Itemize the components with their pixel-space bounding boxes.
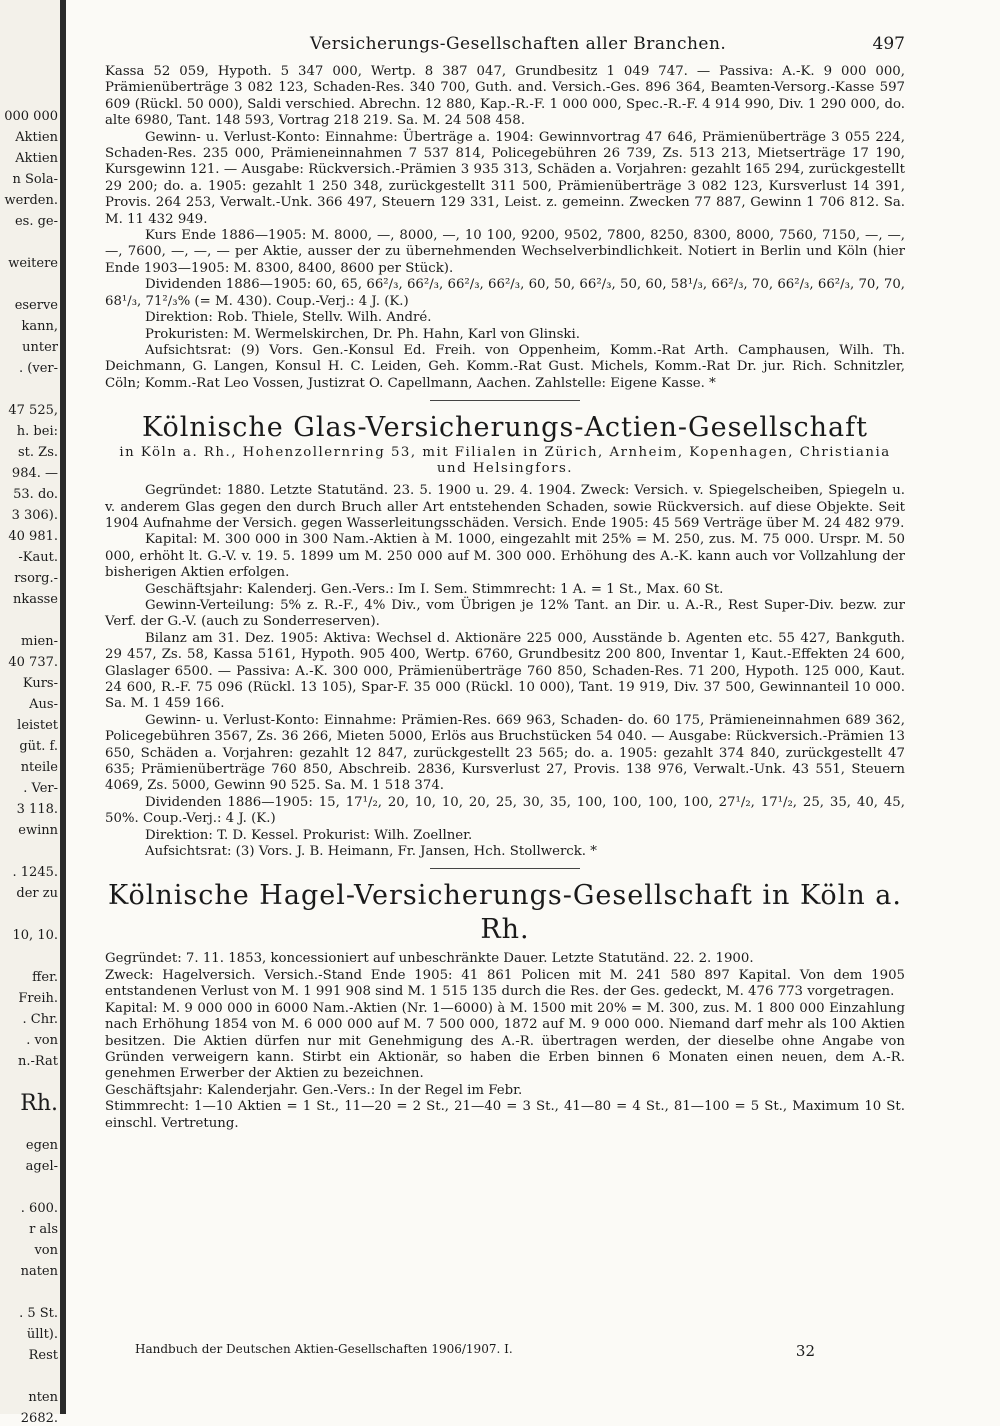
binding-edge	[60, 0, 66, 1414]
section-2-body	[105, 483, 905, 860]
paragraph: Geschäftsjahr: Kalenderjahr. Gen.-Vers.: In der Regel im Febr.	[105, 1082, 523, 1098]
section-2-title: Kölnische Glas-Versicherungs-Actien-Gesellschaft	[142, 412, 868, 444]
gutter-fragment: 3 118.	[16, 802, 58, 817]
paragraph: Gewinn- u. Verlust-Konto: Einnahme: Überträge a. 1904: Gewinnvortrag 47 646, Prämienüberträge 3 055 224, Schaden-Res. 235 000, Prämieneinnahmen 7 537 814, Policegebühren 26 739, Zs. 513 213, Mietserträge 17 190, Kursgewinn 121. — Ausgabe: Rückversich.-Prämien 3 935 313, Schäden a. Vorjahren: gezahlt 165 294, zurückgestellt 29 200; do. a. 1905: gezahlt 1 250 348, zurückgestellt 311 500, Prämienüberträge 3 082 123, Kursverlust 14 391, Provis. 264 253, Verwalt.-Unk. 366 497, Steuern 129 331, Leist. z. gemeinn. Zwecken 77 887, Gewinn 1 706 812. Sa. M. 11 432 949.	[105, 129, 905, 227]
gutter-fragment: der zu	[16, 886, 58, 901]
paragraph: Dividenden 1886—1905: 15, 17¹/₂, 20, 10, 10, 20, 25, 30, 35, 100, 100, 100, 100, 27¹/₂, 17¹/₂, 25, 35, 40, 45, 50%. Coup.-Verj.: 4 J. (K.)	[105, 794, 905, 827]
gutter-fragment: nkasse	[12, 592, 58, 607]
gutter-fragment: . Chr.	[22, 1012, 58, 1027]
gutter-fragment: nteile	[20, 760, 58, 775]
gutter-fragment: 2682.	[20, 1411, 58, 1426]
gutter-fragment: Aus-	[29, 697, 58, 712]
paragraph: Direktion: T. D. Kessel. Prokurist: Wilh. Zoellner.	[145, 827, 473, 843]
paragraph: Zweck: Hagelversich. Versich.-Stand Ende 1905: 41 861 Policen mit M. 241 580 897 Kapital. Von dem 1905 entstandenen Verlust von M. 1 991 908 sind M. 1 515 135 durch die Res. der Ges. gedeckt, M. 476 773 vorgetragen.	[105, 967, 905, 1000]
footer-text: Handbuch der Deutschen Aktien-Gesellschaften 1906/1907. I.	[135, 1342, 513, 1356]
page-number: 497	[872, 34, 905, 54]
gutter-fragment: rsorg.-	[14, 571, 58, 586]
gutter-fragment: n Sola-	[12, 172, 58, 187]
gutter-fragment: es. ge-	[14, 214, 58, 229]
gutter-fragment: kann,	[21, 319, 58, 334]
gutter-fragment: st. Zs.	[18, 445, 58, 460]
gutter-fragment: n.-Rat	[18, 1054, 58, 1069]
paragraph: Gewinn- u. Verlust-Konto: Einnahme: Prämien-Res. 669 963, Schaden- do. 60 175, Prämieneinnahmen 689 362, Policegebühren 3567, Zs. 36 266, Mieten 5000, Erlös aus Bruchstücken 54 040. — Ausgabe: Rückversich.-Prämien 13 650, Schäden a. Vorjahren: gezahlt 12 847, zurückgestellt 23 565; do. a. 1905: gezahlt 374 840, zurückgestellt 47 635; Prämienüberträge 760 850, Abschreib. 2836, Kursverlust 27, Provis. 138 976, Verwalt.-Unk. 43 551, Steuern 4069, Zs. 5000, Gewinn 90 525. Sa. M. 1 518 374.	[105, 712, 905, 794]
paragraph: Gegründet: 1880. Letzte Statutänd. 23. 5. 1900 u. 29. 4. 1904. Zweck: Versich. v. Spiegelscheiben, Spiegeln u. v. anderem Glas gegen den durch Bruch aller Art entstehenden Schaden, sowie Rückversich. auf diese Objekte. Seit 1904 Aufnahme der Versich. gegen Wasserleitungsschäden. Versich. Ende 1905: 45 569 Verträge über M. 24 482 979.	[105, 483, 905, 531]
gutter-fragment: agel-	[25, 1159, 58, 1174]
gutter-fragment: 40 981.	[8, 529, 58, 544]
paragraph: Direktion: Rob. Thiele, Stellv. Wilh. André.	[145, 310, 432, 326]
gutter-fragment: eserve	[14, 298, 58, 313]
paragraph: Kapital: M. 9 000 000 in 6000 Nam.-Aktien (Nr. 1—6000) à M. 1500 mit 20% = M. 300, zus. M. 1 800 000 Einzahlung nach Erhöhung 1854 von M. 6 000 000 auf M. 7 500 000, 1872 auf M. 9 000 000. Niemand darf mehr als 100 Aktien besitzen. Die Aktien dürfen nur mit Genehmigung des A.-R. übertragen werden, der dieselbe ohne Angabe von Gründen verweigern kann. Stirbt ein Aktionär, so haben die Erben binnen 6 Monaten einen neuen, dem A.-R. genehmen Erwerber der Aktien zu bezeichnen.	[105, 1000, 905, 1082]
gutter-fragment: Rh.	[20, 1091, 58, 1116]
paragraph: Geschäftsjahr: Kalenderj. Gen.-Vers.: Im I. Sem. Stimmrecht: 1 A. = 1 St., Max. 60 St.	[145, 581, 724, 597]
gutter-fragment: Aktien	[15, 130, 58, 145]
gutter-fragment: ewinn	[18, 823, 58, 838]
paragraph: Stimmrecht: 1—10 Aktien = 1 St., 11—20 = 2 St., 21—40 = 3 St., 41—80 = 4 St., 81—100 = 5 St., Maximum 10 St. einschl. Vertretung.	[105, 1099, 905, 1131]
paragraph: Kassa 52 059, Hypoth. 5 347 000, Wertp. 8 387 047, Grundbesitz 1 049 747. — Passiva: A.-K. 9 000 000, Prämienüberträge 3 082 123, Schaden-Res. 340 700, Guth. and. Versich.-Ges. 896 364, Beamten-Versorg.-Kasse 597 609 (Rückl. 50 000), Saldi verschied. Abrechn. 12 880, Kap.-R.-F. 1 000 000, Spec.-R.-F. 4 914 990, Div. 1 290 000, do. alte 6980, Tant. 148 593, Vortrag 218 219. Sa. M. 24 508 458.	[105, 64, 905, 129]
gutter-fragment: 3 306).	[11, 508, 58, 523]
gutter-fragment: 47 525,	[8, 403, 58, 418]
gutter-fragment: weitere	[8, 256, 58, 271]
gutter-fragment: 10, 10.	[12, 928, 58, 943]
paragraph: Gewinn-Verteilung: 5% z. R.-F., 4% Div., vom Übrigen je 12% Tant. an Dir. u. A.-R., Rest Super-Div. bezw. zur Verf. der G.-V. (auch zu Sonderreserven).	[105, 597, 905, 630]
gutter-fragment: . 600.	[20, 1201, 58, 1216]
left-page-gutter	[0, 0, 62, 1426]
gutter-fragment: Aktien	[15, 151, 58, 166]
gutter-fragment: Kurs-	[22, 676, 58, 691]
section-3-title: Kölnische Hagel-Versicherungs-Gesellschaft in Köln a. Rh.	[108, 880, 902, 946]
gutter-fragment: egen	[25, 1138, 58, 1153]
gutter-fragment: üllt).	[26, 1327, 58, 1342]
gutter-fragment: . 5 St.	[19, 1306, 58, 1321]
paragraph: Bilanz am 31. Dez. 1905: Aktiva: Wechsel d. Aktionäre 225 000, Ausstände b. Agenten etc. 55 427, Bankguth. 29 457, Zs. 58, Kassa 5161, Hypoth. 905 400, Wertp. 6760, Grundbesitz 200 800, Inventar 1, Kaut.-Effekten 24 600, Glaslager 6500. — Passiva: A.-K. 300 000, Prämienüberträge 760 850, Schaden-Res. 71 200, Hypoth. 125 000, Kaut. 24 600, R.-F. 75 096 (Rückl. 13 105), Spar-F. 35 000 (Rückl. 10 000), Tant. 19 919, Div. 37 500, Gewinnanteil 10 000. Sa. M. 1 459 166.	[105, 630, 905, 712]
paragraph: Dividenden 1886—1905: 60, 65, 66²/₃, 66²/₃, 66²/₃, 66²/₃, 60, 50, 66²/₃, 50, 60, 58¹/₃, 66²/₃, 70, 66²/₃, 66²/₃, 70, 70, 68¹/₃, 71²/₃% (= M. 430). Coup.-Verj.: 4 J. (K.)	[105, 277, 905, 309]
gutter-fragment: r als	[29, 1222, 58, 1237]
paragraph: Prokuristen: M. Wermelskirchen, Dr. Ph. Hahn, Karl von Glinski.	[145, 326, 580, 342]
gutter-fragment: ffer.	[32, 970, 58, 985]
section-1-continued	[105, 64, 905, 392]
gutter-fragment: von	[34, 1243, 58, 1258]
gutter-fragment: güt. f.	[19, 739, 58, 754]
paragraph: Kurs Ende 1886—1905: M. 8000, —, 8000, —, 10 100, 9200, 9502, 7800, 8250, 8300, 8000, 7560, 7150, —, —, —, 7600, —, —, — per Aktie, ausser der zu übernehmenden Wechselverbindlichkeit. Notiert in Berlin und Köln (hier Ende 1903—1905: M. 8300, 8400, 8600 per Stück).	[105, 228, 905, 276]
gutter-fragment: Rest	[28, 1348, 58, 1363]
paragraph: Kapital: M. 300 000 in 300 Nam.-Aktien à M. 1000, eingezahlt mit 25% = M. 250, zus. M. 75 000. Urspr. M. 50 000, erhöht lt. G.-V. v. 19. 5. 1899 um M. 250 000 auf M. 300 000. Erhöhung des A.-K. kann auch vor Vollzahlung der bisherigen Aktien erfolgen.	[105, 532, 905, 581]
gutter-fragment: werden.	[4, 193, 58, 208]
gutter-fragment: 000 000	[4, 109, 58, 124]
gutter-fragment: nten	[28, 1390, 58, 1405]
page-body	[105, 34, 905, 1132]
gutter-fragment: . von	[26, 1033, 58, 1048]
gutter-fragment: mien-	[21, 634, 58, 649]
gutter-fragment: . 1245.	[12, 865, 58, 880]
gutter-fragment: 984. —	[11, 466, 58, 481]
gutter-fragment: . Ver-	[23, 781, 58, 796]
gutter-fragment: 53. do.	[13, 487, 58, 502]
page-footer	[135, 1342, 815, 1360]
gutter-fragment: unter	[22, 340, 58, 355]
gutter-fragment: . (ver-	[19, 361, 58, 376]
running-header	[105, 34, 905, 54]
paragraph: Gegründet: 7. 11. 1853, koncessioniert auf unbeschränkte Dauer. Letzte Statutänd. 22. 2. 1900.	[105, 951, 754, 967]
gutter-fragment: naten	[20, 1264, 58, 1279]
section-3-body	[105, 951, 905, 1131]
signature-mark: 32	[795, 1342, 815, 1360]
gutter-fragment: 40 737.	[8, 655, 58, 670]
divider	[430, 400, 580, 401]
gutter-fragment: leistet	[17, 718, 58, 733]
gutter-fragment: Freih.	[18, 991, 58, 1006]
section-2-subtitle: in Köln a. Rh., Hohenzollernring 53, mit Filialen in Zürich, Arnheim, Kopenhagen, Christiania und Helsingfors.	[119, 445, 891, 477]
header-title: Versicherungs-Gesellschaften aller Branchen.	[310, 34, 727, 54]
paragraph: Aufsichtsrat: (3) Vors. J. B. Heimann, Fr. Jansen, Hch. Stollwerck. *	[145, 844, 597, 860]
paragraph: Aufsichtsrat: (9) Vors. Gen.-Konsul Ed. Freih. von Oppenheim, Komm.-Rat Arth. Camphausen, Wilh. Th. Deichmann, G. Langen, Konsul H. C. Leiden, Geh. Komm.-Rat Gust. Michels, Komm.-Rat Dr. jur. Rich. Schnitzler, Cöln; Komm.-Rat Leo Vossen, Justizrat O. Capellmann, Aachen. Zahlstelle: Eigene Kasse. *	[105, 342, 905, 391]
divider	[430, 868, 580, 869]
gutter-fragment: h. bei:	[16, 424, 58, 439]
gutter-fragment: -Kaut.	[18, 550, 58, 565]
